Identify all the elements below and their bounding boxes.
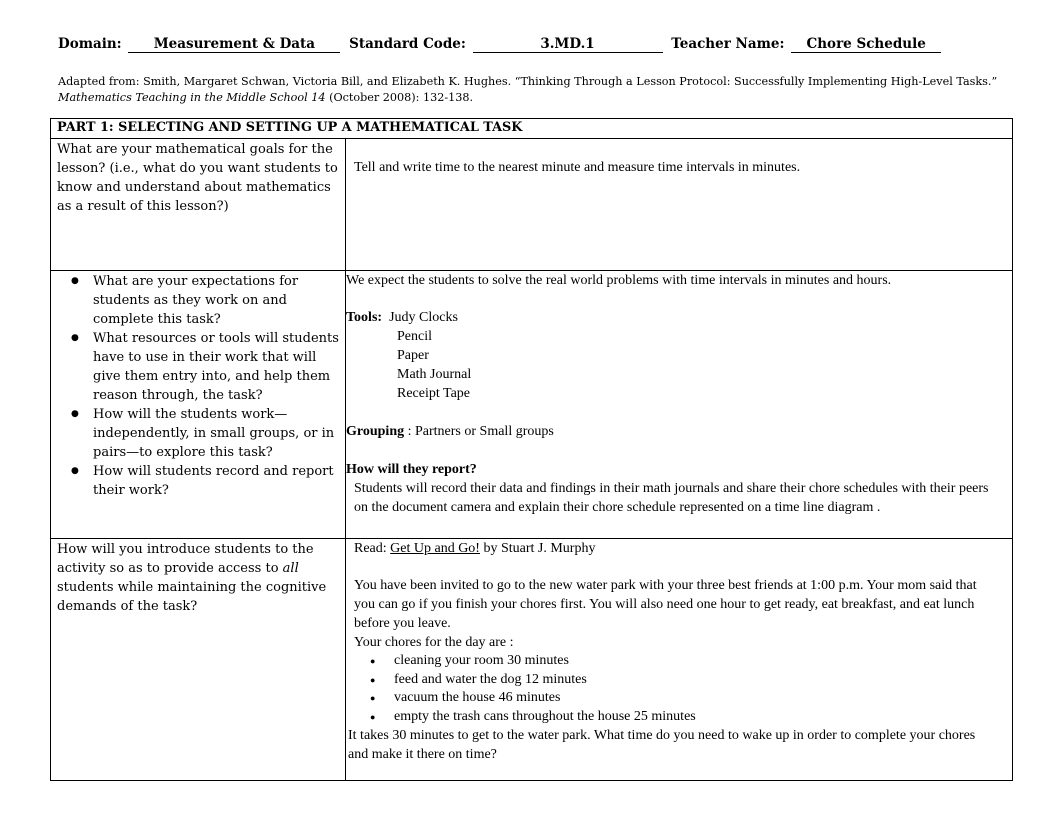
grouping-label: Grouping [346,424,405,439]
tool-item: Receipt Tape [397,386,471,401]
part1-table [50,118,1013,781]
adapted-from-citation [58,74,1018,106]
report-text: Students will record their data and findings in their math journals and share their chore schedules with their peers on the document camera and explain their chore schedule represented on a time line diagram . [354,481,989,515]
book-title: Get Up and Go! [390,541,480,556]
introduction-question [51,539,346,781]
expectations-question-list [51,272,345,500]
citation-line-2 [58,90,1018,106]
chores-intro: Your chores for the day are : [354,635,514,650]
book-author: by Stuart J. Murphy [479,541,596,556]
tools-label: Tools: [346,310,383,325]
tool-item: Math Journal [397,367,472,382]
question-bullet: ● What are your expectations for students as they work on and complete this task? [93,272,345,329]
tools-row [346,308,1012,327]
journal-title: Mathematics Teaching in the Middle School 14 [58,91,326,104]
read-label: Read: [354,541,391,556]
teacher-name-label: Teacher Name: [671,36,785,52]
grouping-value: : Partners or Small groups [407,424,554,439]
teacher-name-value: Chore Schedule [791,36,941,53]
citation-tail: (October 2008): 132-138. [325,91,474,104]
question-bullet: ● How will students record and report their work? [93,462,345,500]
scenario-text: You have been invited to go to the new water park with your three best friends at 1:00 p.m. Your mom said that you can go if you finish your chores first. You will also need one hour to get ready, eat breakfast, and eat lunch before you leave. [354,578,977,631]
introduction-answer [346,539,1013,781]
goals-answer [346,139,1013,271]
question-bullet: ● How will the students work—independently, in small groups, or in pairs—to explore this task? [93,405,345,462]
part1-title: PART 1: SELECTING AND SETTING UP A MATHEMATICAL TASK [51,119,1013,139]
chore-item: ● feed and water the dog 12 minutes [394,671,1012,690]
chore-item: ● cleaning your room 30 minutes [394,652,1012,671]
goals-question: What are your mathematical goals for the lesson? (i.e., what do you want students to know and understand about mathematics as a result of this lesson?) [51,139,346,271]
header-line [58,36,1018,53]
domain-label: Domain: [58,36,122,52]
expectation-text: We expect the students to solve the real world problems with time intervals in minutes and hours. [346,273,892,288]
final-question: It takes 30 minutes to get to the water park. What time do you need to wake up in order to complete your chores and make it there on time? [348,728,976,763]
citation-line-1: Adapted from: Smith, Margaret Schwan, Victoria Bill, and Elizabeth K. Hughes. “Thinking Through a Lesson Protocol: Successfully Implementing High-Level Tasks.” [58,75,998,88]
chore-item: ● empty the trash cans throughout the house 25 minutes [394,708,1012,727]
chores-list [346,652,1012,726]
domain-value: Measurement & Data [128,36,340,53]
standard-code-value: 3.MD.1 [473,36,663,53]
intro-question-part-b: students while maintaining the cognitive demands of the task? [57,580,327,614]
goals-answer-text: Tell and write time to the nearest minute and measure time intervals in minutes. [354,160,801,175]
grouping-row [346,422,1012,441]
standard-code-label: Standard Code: [349,36,466,52]
chore-item: ● vacuum the house 46 minutes [394,689,1012,708]
tool-item: Judy Clocks [389,310,458,325]
question-bullet: ● What resources or tools will students have to use in their work that will give them entry into, and help them reason through, the task? [93,329,345,405]
report-label: How will they report? [346,462,477,477]
tool-item: Pencil [397,329,432,344]
expectations-answer [346,271,1013,539]
intro-question-emphasis: all [282,561,299,576]
read-line [346,539,1012,558]
intro-question-part-a: How will you introduce students to the activity so as to provide access to [57,542,314,576]
expectations-questions-cell [51,271,346,539]
tool-item: Paper [397,348,429,363]
